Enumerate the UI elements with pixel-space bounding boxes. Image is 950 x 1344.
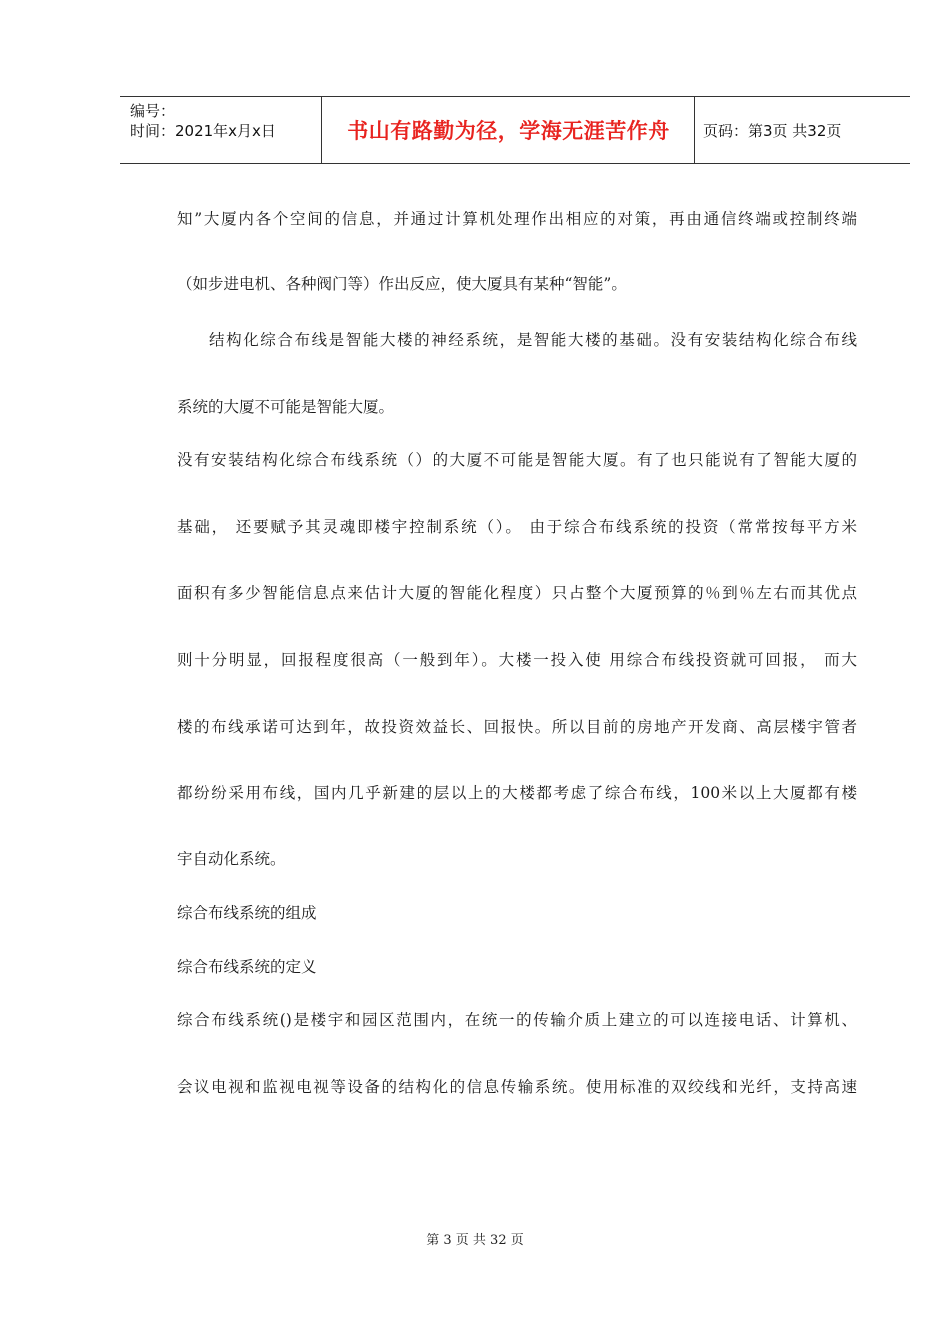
body-line: 知”大厦内各个空间的信息，并通过计算机处理作出相应的对策，再由通信终端或控制终端 (177, 210, 857, 228)
body-line: 则十分明显，回报程度很高（一般到年）。大楼一投入使 用综合布线投资就可回报， 而大 (177, 651, 857, 669)
page-header (120, 96, 910, 164)
section-heading: 综合布线系统的组成 (177, 904, 317, 922)
header-page-label: 页码：第3页 共32页 (703, 121, 842, 140)
body-line: 系统的大厦不可能是智能大厦。 (177, 398, 395, 416)
body-line: 会议电视和监视电视等设备的结构化的信息传输系统。使用标准的双绞线和光纤，支持高速 (177, 1078, 857, 1096)
page-footer: 第 3 页 共 32 页 (426, 1233, 524, 1248)
body-line: 都纷纷采用布线，国内几乎新建的层以上的大楼都考虑了综合布线，100米以上大厦都有楼 (177, 784, 857, 802)
body-line: 综合布线系统()是楼宇和园区范围内，在统一的传输介质上建立的可以连接电话、计算机、 (177, 1011, 857, 1029)
header-divider-right (694, 97, 695, 163)
section-heading: 综合布线系统的定义 (177, 958, 317, 976)
time-label: 时间：2021年x月x日 (130, 122, 276, 140)
header-meta (130, 101, 276, 141)
paragraph-first-line: 结构化综合布线是智能大楼的神经系统，是智能大楼的基础。没有安装结构化综合布线 (209, 331, 857, 349)
body-line: 面积有多少智能信息点来估计大厦的智能化程度）只占整个大厦预算的％到％左右而其优点 (177, 584, 857, 602)
body-line: 宇自动化系统。 (177, 850, 286, 868)
number-label: 编号： (130, 102, 176, 120)
body-line: 基础， 还要赋予其灵魂即楼宇控制系统（）。 由于综合布线系统的投资（常常按每平方米 (177, 518, 857, 536)
body-line: （如步进电机、各种阀门等）作出反应，使大厦具有某种“智能”。 (177, 275, 627, 293)
body-line: 楼的布线承诺可达到年，故投资效益长、回报快。所以目前的房地产开发商、高层楼宇管者 (177, 718, 857, 736)
body-line: 没有安装结构化综合布线系统（）的大厦不可能是智能大厦。有了也只能说有了智能大厦的 (177, 451, 857, 469)
header-motto: 书山有路勤为径，学海无涯苦作舟 (347, 119, 670, 143)
